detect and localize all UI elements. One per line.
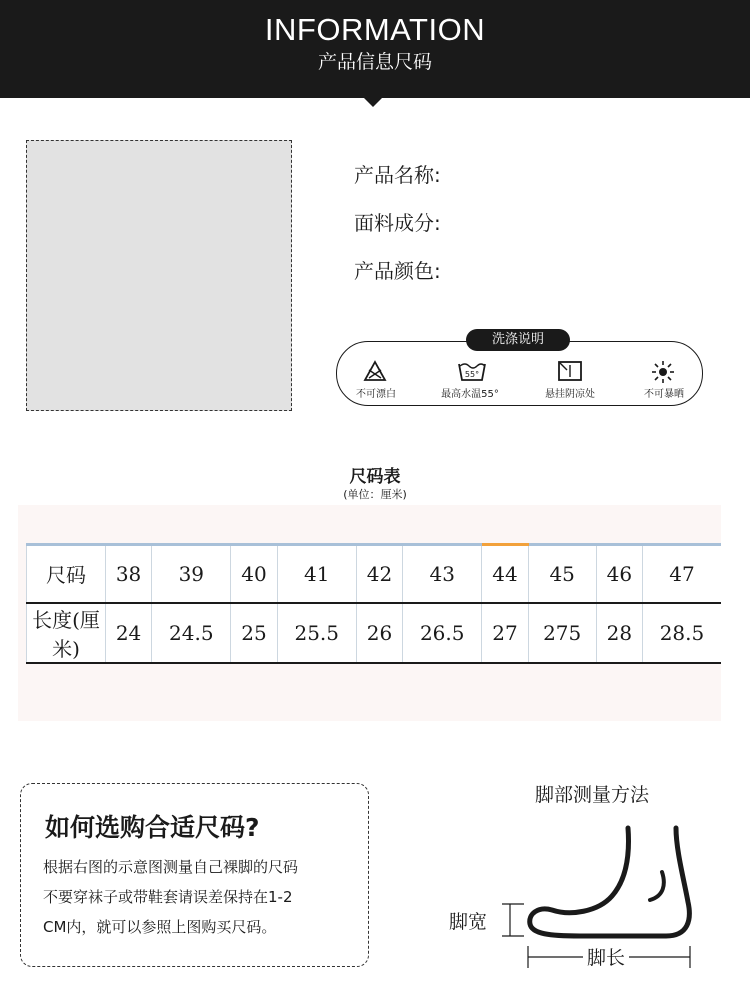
length-cell: 275 xyxy=(528,603,596,663)
foot-length-label: 脚长 xyxy=(583,943,629,970)
foot-width-label: 脚宽 xyxy=(449,911,488,933)
no-sun-dry-icon xyxy=(651,360,675,384)
length-cell: 24 xyxy=(106,603,152,663)
size-cell-highlighted: 44 xyxy=(482,545,528,603)
product-material-label: 面料成分: xyxy=(354,211,441,235)
product-name-label: 产品名称: xyxy=(354,163,441,187)
size-table xyxy=(26,543,721,664)
wash-item-55 xyxy=(425,342,515,402)
product-image-placeholder xyxy=(26,140,292,411)
wash-item-no-bleach xyxy=(331,342,421,402)
header-pointer xyxy=(364,98,382,107)
wash-label-no-bleach: 不可漂白 xyxy=(356,389,396,400)
size-row xyxy=(27,545,722,603)
header-bar xyxy=(0,0,750,98)
size-cell: 43 xyxy=(403,545,482,603)
size-guide-heading: 如何选购合适尺码? xyxy=(45,813,260,842)
size-row-label: 尺码 xyxy=(27,545,106,603)
size-guide-line-3: CM内，就可以参照上图购买尺码。 xyxy=(43,918,277,936)
washing-title-badge: 洗涤说明 xyxy=(466,329,570,351)
size-cell: 42 xyxy=(356,545,402,603)
size-cell: 39 xyxy=(152,545,231,603)
size-cell: 47 xyxy=(642,545,721,603)
length-cell: 25 xyxy=(231,603,277,663)
length-cell: 28 xyxy=(596,603,642,663)
size-cell: 45 xyxy=(528,545,596,603)
header-title-cn: 产品信息尺码 xyxy=(317,51,432,73)
length-cell: 24.5 xyxy=(152,603,231,663)
wash-item-no-sun xyxy=(619,342,709,402)
size-guide-line-2: 不要穿袜子或带鞋套请误差保持在1-2 xyxy=(43,888,293,906)
wash-label-no-sun: 不可暴晒 xyxy=(644,389,684,400)
length-cell: 26 xyxy=(356,603,402,663)
size-guide-line-1: 根据右图的示意图测量自己裸脚的尺码 xyxy=(43,858,299,876)
wash-55-icon xyxy=(457,360,487,382)
header-title-en: INFORMATION xyxy=(264,12,486,47)
wash-label-55: 最高水温55° xyxy=(441,389,499,400)
length-cell: 27 xyxy=(482,603,528,663)
product-color-label: 产品颜色: xyxy=(354,259,441,283)
length-cell: 25.5 xyxy=(277,603,356,663)
foot-outline-icon xyxy=(440,820,710,980)
wash-item-hang xyxy=(525,342,615,402)
length-cell: 26.5 xyxy=(403,603,482,663)
size-chart-title: 尺码表 xyxy=(349,467,401,487)
size-guide-box xyxy=(20,783,369,967)
no-bleach-icon xyxy=(363,360,387,382)
size-cell: 41 xyxy=(277,545,356,603)
wash-label-hang: 悬挂阴凉处 xyxy=(545,389,595,400)
hang-dry-shade-icon xyxy=(557,360,583,382)
size-cell: 46 xyxy=(596,545,642,603)
size-cell: 40 xyxy=(231,545,277,603)
size-chart-unit: (单位：厘米) xyxy=(343,488,407,501)
length-row-label: 长度(厘米) xyxy=(27,603,106,663)
size-cell: 38 xyxy=(106,545,152,603)
wash-temp-badge: 55° xyxy=(464,370,480,379)
length-cell: 28.5 xyxy=(642,603,721,663)
length-row xyxy=(27,603,722,663)
foot-measure-title: 脚部测量方法 xyxy=(535,784,650,806)
